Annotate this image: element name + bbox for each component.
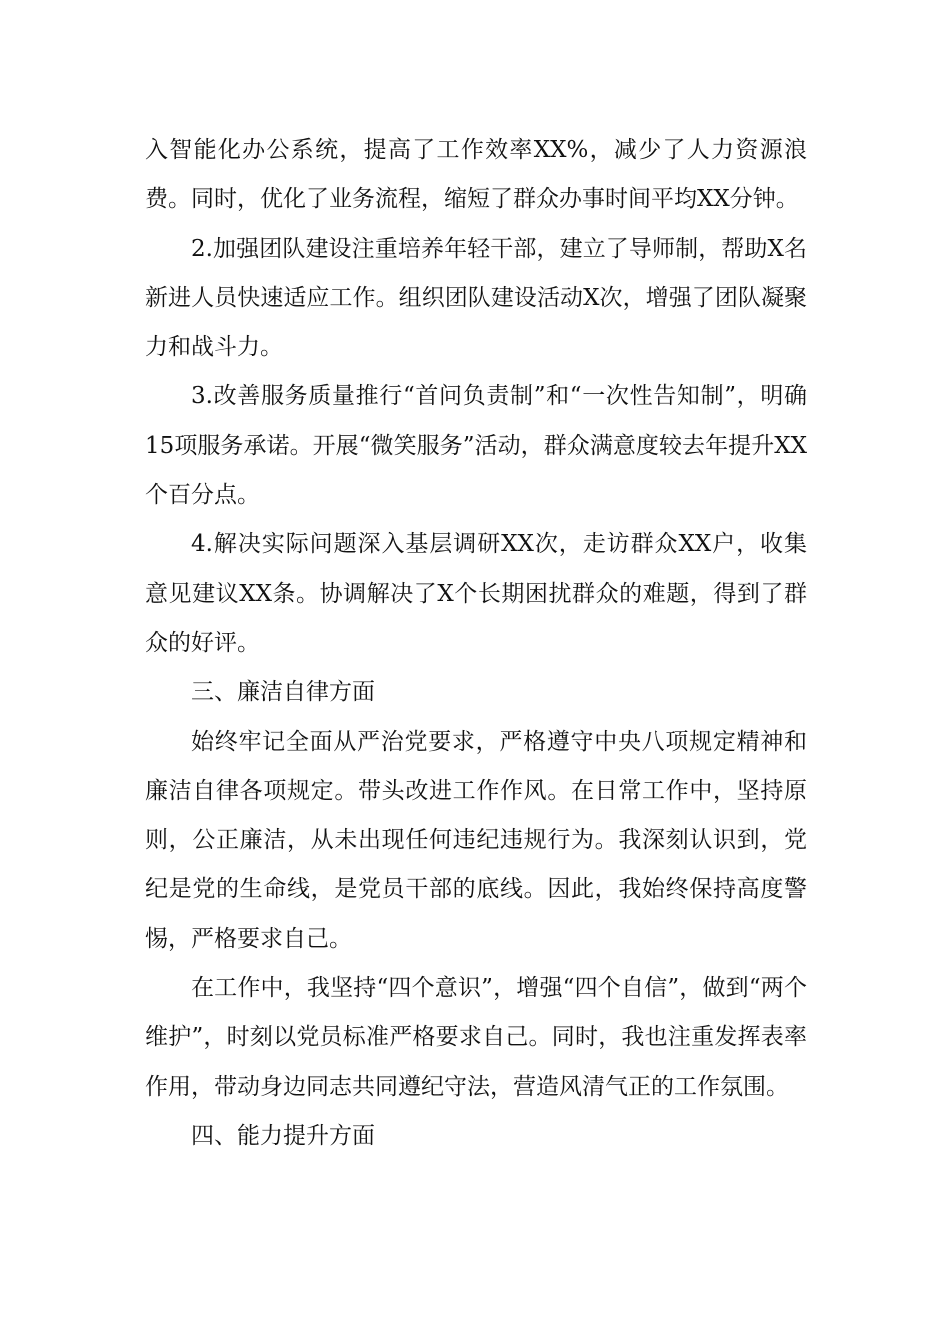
section-heading-ability: 四、能力提升方面 (191, 1122, 375, 1149)
paragraph-integrity-2: 在工作中，我坚持“四个意识”，增强“四个自信”，做到“两个维护”，时刻以党员标准严格要求自己。同时，我也注重发挥表率作用，带动身边同志共同遵纪守法，营造风清气正的工作氛围。 (145, 975, 807, 1100)
document-body (145, 126, 807, 1161)
paragraph-integrity-1: 始终牢记全面从严治党要求，严格遵守中央八项规定精神和廉洁自律各项规定。带头改进工作作风。在日常工作中，坚持原则，公正廉洁，从未出现任何违纪违规行为。我深刻认识到，党纪是党的生命线，是党员干部的底线。因此，我始终保持高度警惕，严格要求自己。 (145, 728, 807, 952)
section-heading-integrity: 三、廉洁自律方面 (191, 679, 375, 706)
paragraph-practical-problems: 4.解决实际问题深入基层调研XX次，走访群众XX户，收集意见建议XX条。协调解决了X个长期困扰群众的难题，得到了群众的好评。 (145, 531, 807, 656)
paragraph-service-quality: 3.改善服务质量推行“首问负责制”和“一次性告知制”，明确15项服务承诺。开展“微笑服务”活动，群众满意度较去年提升XX个百分点。 (145, 383, 807, 509)
paragraph-continued: 入智能化办公系统，提高了工作效率XX%，减少了人力资源浪费。同时，优化了业务流程，缩短了群众办事时间平均XX分钟。 (145, 137, 807, 213)
paragraph-team-building: 2.加强团队建设注重培养年轻干部，建立了导师制，帮助X名新进人员快速适应工作。组织团队建设活动X次，增强了团队凝聚力和战斗力。 (145, 235, 807, 361)
